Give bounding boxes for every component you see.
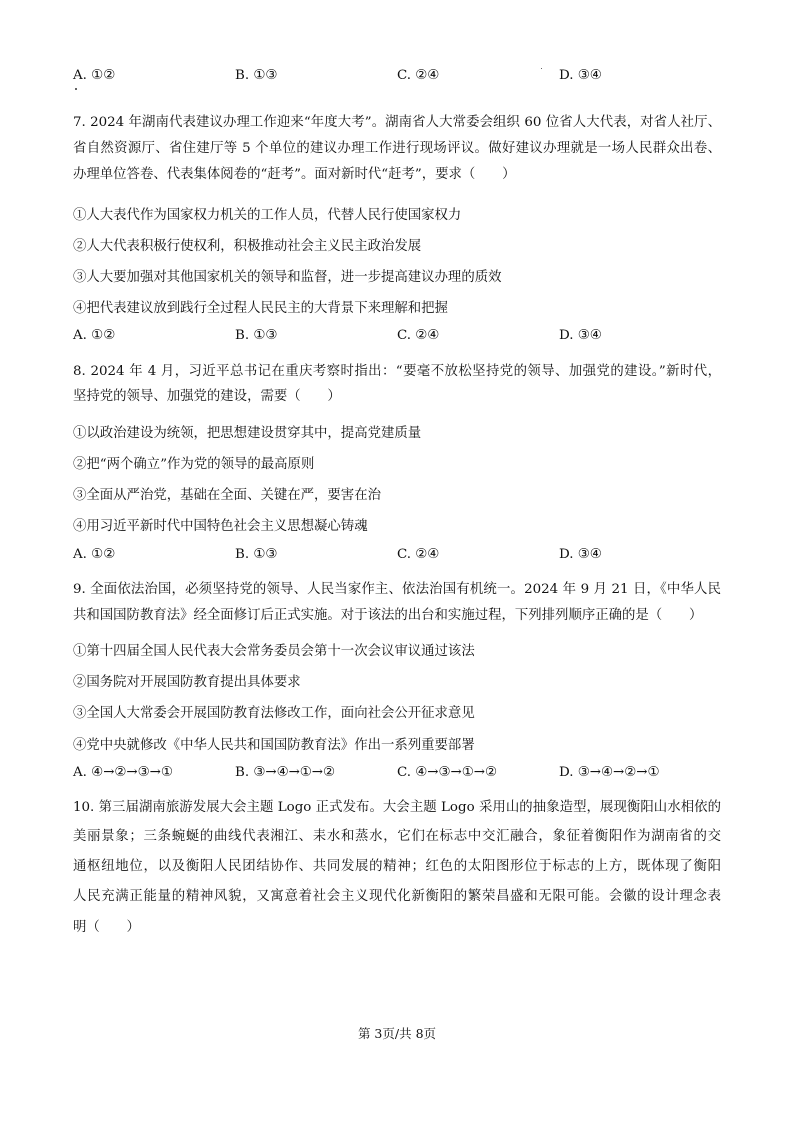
q8-stem-line: 8. 2024 年 4 月，习近平总书记在重庆考察时指出：“要毫不放松坚持党的领导、加强党的建设。”新时代， [73, 364, 721, 379]
q8-statement-3: ③全面从严治党，基础在全面、关键在严，要害在治 [73, 488, 381, 503]
q9-statement-4: ④党中央就修改《中华人民共和国国防教育法》作出一系列重要部署 [73, 738, 475, 753]
q6-option-b[interactable]: B. ①③ [235, 68, 278, 83]
q8-statement-2: ②把“两个确立”作为党的领导的最高原则 [73, 457, 315, 472]
q10-stem-line: 10. 第三届湖南旅游发展大会主题 Logo 正式发布。大会主题 Logo 采用山的抽象造型，展现衡阳山水相依的 [73, 800, 721, 815]
q7-statement-3: ③人大要加强对其他国家机关的领导和监督，进一步提高建议办理的质效 [73, 270, 502, 285]
q7-stem-line: 省自然资源厅、省住建厅等 5 个单位的建议办理工作进行现场评议。做好建议办理就是一场人民群众出卷、 [73, 141, 721, 156]
q6-option-a[interactable]: A. ①② [73, 68, 116, 83]
q9-statement-2: ②国务院对开展国防教育提出具体要求 [73, 675, 301, 690]
q9-option-c[interactable]: C. ④→③→①→② [397, 765, 497, 780]
q8-statement-4: ④用习近平新时代中国特色社会主义思想凝心铸魂 [73, 519, 368, 534]
q6-option-c[interactable]: C. ②④ [397, 68, 440, 83]
q7-option-c[interactable]: C. ②④ [397, 328, 440, 343]
q10-stem-line: 明（ ） [73, 920, 140, 935]
q8-option-a[interactable]: A. ①② [73, 547, 116, 562]
q8-option-b[interactable]: B. ①③ [235, 547, 278, 562]
q8-options [73, 547, 733, 567]
stray-mark [541, 68, 542, 69]
q7-statement-1: ①人大表代作为国家权力机关的工作人员，代替人民行使国家权力 [73, 208, 462, 223]
q10-stem-line: 人民充满正能量的精神风貌，又寓意着社会主义现代化新衡阳的繁荣昌盛和无限可能。会徽的设计理念表 [73, 889, 721, 904]
q9-stem-line: 9. 全面依法治国，必须坚持党的领导、人民当家作主、依法治国有机统一。2024 年 9 月 21 日，《中华人民 [73, 582, 721, 597]
q9-stem-line: 共和国国防教育法》经全面修订后正式实施。对于该法的出台和实施过程，下列排列顺序正确的是（ ） [73, 608, 703, 623]
page-number: 第 3页/共 8页 [357, 1026, 437, 1041]
q10-stem-line: 通枢纽地位，以及衡阳人民团结协作、共同发展的精神；红色的太阳图形位于标志的上方，既体现了衡阳 [73, 859, 721, 874]
stray-mark [75, 88, 77, 90]
q7-stem-line: 7. 2024 年湖南代表建议办理工作迎来“年度大考”。湖南省人大常委会组织 60 位省人大代表，对省人社厅、 [73, 115, 721, 130]
q6-option-d[interactable]: D. ③④ [559, 68, 602, 83]
q8-stem-line: 坚持党的领导、加强党的建设，需要（ ） [73, 389, 341, 404]
q7-stem-line: 办理单位答卷、代表集体阅卷的“赶考”。面对新时代“赶考”，要求（ ） [73, 167, 516, 182]
q9-options [73, 765, 733, 785]
q7-statement-2: ②人大代表积极行使权利，积极推动社会主义民主政治发展 [73, 239, 422, 254]
q9-statement-3: ③全国人大常委会开展国防教育法修改工作，面向社会公开征求意见 [73, 706, 475, 721]
q7-option-b[interactable]: B. ①③ [235, 328, 278, 343]
q10-stem-line: 美丽景象；三条蜿蜒的曲线代表湘江、耒水和蒸水，它们在标志中交汇融合，象征着衡阳作为湖南省的交 [73, 829, 721, 844]
q6-options [73, 68, 733, 88]
q8-statement-1: ①以政治建设为统领，把思想建设贯穿其中，提高党建质量 [73, 426, 422, 441]
q9-option-a[interactable]: A. ④→②→③→① [73, 765, 173, 780]
q7-option-d[interactable]: D. ③④ [559, 328, 602, 343]
q7-statement-4: ④把代表建议放到践行全过程人民民主的大背景下来理解和把握 [73, 301, 448, 316]
q8-option-d[interactable]: D. ③④ [559, 547, 602, 562]
q7-options [73, 328, 733, 348]
q7-option-a[interactable]: A. ①② [73, 328, 116, 343]
q9-option-b[interactable]: B. ③→④→①→② [235, 765, 336, 780]
q9-statement-1: ①第十四届全国人民代表大会常务委员会第十一次会议审议通过该法 [73, 644, 475, 659]
q9-option-d[interactable]: D. ③→④→②→① [559, 765, 660, 780]
q8-option-c[interactable]: C. ②④ [397, 547, 440, 562]
